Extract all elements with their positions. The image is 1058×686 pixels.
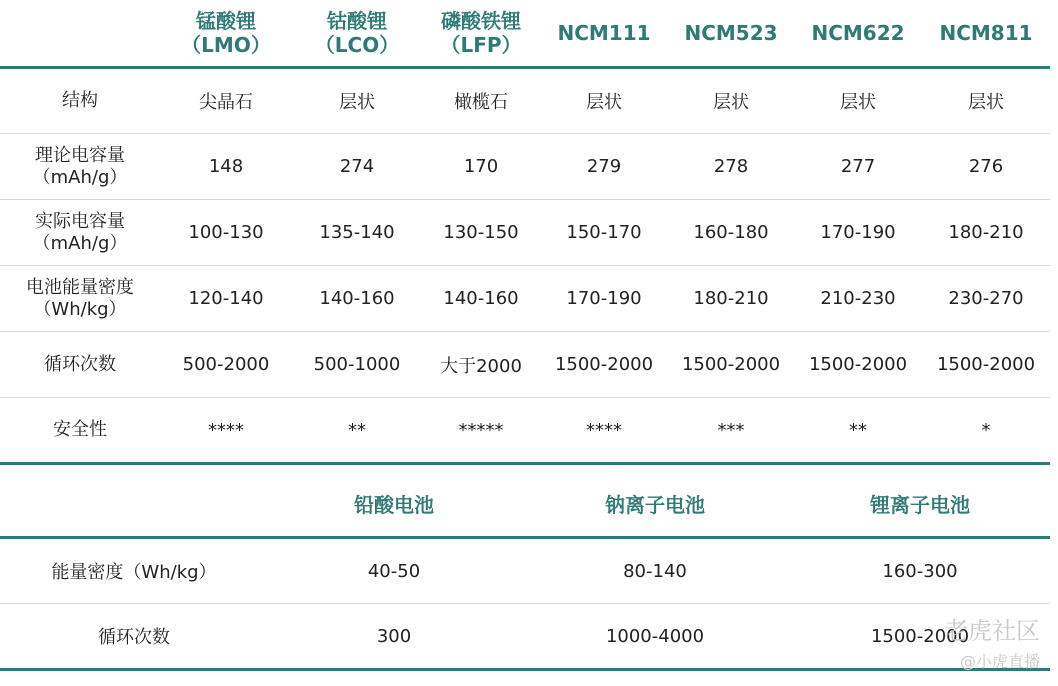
table-row-cycle-count	[0, 332, 1050, 398]
table-row-actual-capacity	[0, 200, 1050, 266]
table-cell: 1500-2000	[936, 354, 1036, 375]
table-cell: 160-180	[693, 222, 769, 243]
table-row-structure	[0, 68, 1050, 134]
table-cell: 300	[376, 625, 412, 647]
header-cell-sodium-ion: 钠离子电池	[605, 492, 705, 517]
table-cell: 140-160	[443, 288, 519, 309]
table-cell: 1000-4000	[605, 625, 705, 647]
table-cell: 274	[339, 156, 375, 177]
header-cell-lco: 钴酸锂 （LCO）	[314, 9, 400, 57]
row-label: 理论电容量 （mAh/g）	[32, 144, 128, 188]
table-cell: ***	[717, 419, 745, 441]
table-cell: *****	[458, 419, 504, 441]
table-cell: 180-210	[693, 288, 769, 309]
table-cell: ****	[208, 419, 244, 441]
table-cell: 278	[713, 156, 749, 177]
table-cell: **	[849, 419, 867, 441]
table-cell: 150-170	[566, 222, 642, 243]
table-header-row	[0, 0, 1050, 68]
table-cell: 500-1000	[313, 354, 401, 375]
table-row-safety	[0, 398, 1050, 464]
table-cell: 500-2000	[182, 354, 270, 375]
table-cell: 1500-2000	[681, 354, 781, 375]
table-row-energy-density	[0, 538, 1050, 604]
table-cell: 279	[586, 156, 622, 177]
table-cell: 层状	[840, 92, 876, 113]
table-cell: 135-140	[319, 222, 395, 243]
table-cell: 277	[840, 156, 876, 177]
table-cell: 160-300	[882, 560, 958, 582]
table-row-theoretical-capacity	[0, 134, 1050, 200]
row-label: 实际电容量 （mAh/g）	[32, 210, 128, 254]
battery-type-comparison-table	[0, 470, 1050, 671]
table-cell: 40-50	[367, 560, 421, 582]
table-cell: **	[348, 419, 366, 441]
table-cell: 130-150	[443, 222, 519, 243]
header-cell-empty	[0, 0, 160, 68]
row-label: 能量密度（Wh/kg）	[51, 562, 217, 583]
table-cell: 橄榄石	[454, 92, 508, 113]
table-cell: 170-190	[566, 288, 642, 309]
header-cell-ncm523: NCM523	[684, 21, 778, 45]
table-cell: 230-270	[948, 288, 1024, 309]
table-cell: 尖晶石	[199, 92, 253, 113]
table-cell: 层状	[586, 92, 622, 113]
header-cell-ncm811: NCM811	[939, 21, 1033, 45]
table-cell: 100-130	[188, 222, 264, 243]
table-cell: 1500-2000	[870, 625, 970, 647]
table-cell: 大于2000	[440, 355, 522, 377]
table-cell: 80-140	[623, 560, 687, 582]
row-label: 安全性	[53, 419, 107, 440]
row-label: 循环次数	[98, 627, 170, 648]
table-cell: 140-160	[319, 288, 395, 309]
table-cell: 276	[968, 156, 1004, 177]
table-cell: 层状	[968, 92, 1004, 113]
row-label: 电池能量密度 （Wh/kg）	[26, 276, 134, 320]
table-cell: 148	[208, 156, 244, 177]
table-cell: 170-190	[820, 222, 896, 243]
table-cell: 层状	[339, 92, 375, 113]
table-cell: 层状	[713, 92, 749, 113]
table-cell: 180-210	[948, 222, 1024, 243]
row-label: 结构	[62, 90, 98, 111]
table-header-row	[0, 470, 1050, 538]
header-cell-lmo: 锰酸锂 （LMO）	[181, 9, 271, 57]
header-cell-lithium-ion: 锂离子电池	[870, 492, 970, 517]
header-cell-ncm111: NCM111	[557, 21, 651, 45]
table-cell: 1500-2000	[554, 354, 654, 375]
watermark-handle: @小虎直播	[959, 652, 1040, 671]
table-row-cycle-count	[0, 604, 1050, 670]
header-cell-empty	[0, 470, 268, 538]
header-cell-ncm622: NCM622	[811, 21, 905, 45]
header-cell-lead-acid: 铅酸电池	[354, 492, 434, 517]
watermark-community: 老虎社区	[944, 617, 1040, 645]
table-cell: ****	[586, 419, 622, 441]
table-cell: 120-140	[188, 288, 264, 309]
header-cell-lfp: 磷酸铁锂 （LFP）	[440, 9, 522, 57]
table-cell: 1500-2000	[808, 354, 908, 375]
row-label: 循环次数	[44, 353, 116, 375]
table-cell: 210-230	[820, 288, 896, 309]
table-cell: 170	[463, 156, 499, 177]
table-cell: *	[981, 419, 991, 441]
table-row-energy-density	[0, 266, 1050, 332]
